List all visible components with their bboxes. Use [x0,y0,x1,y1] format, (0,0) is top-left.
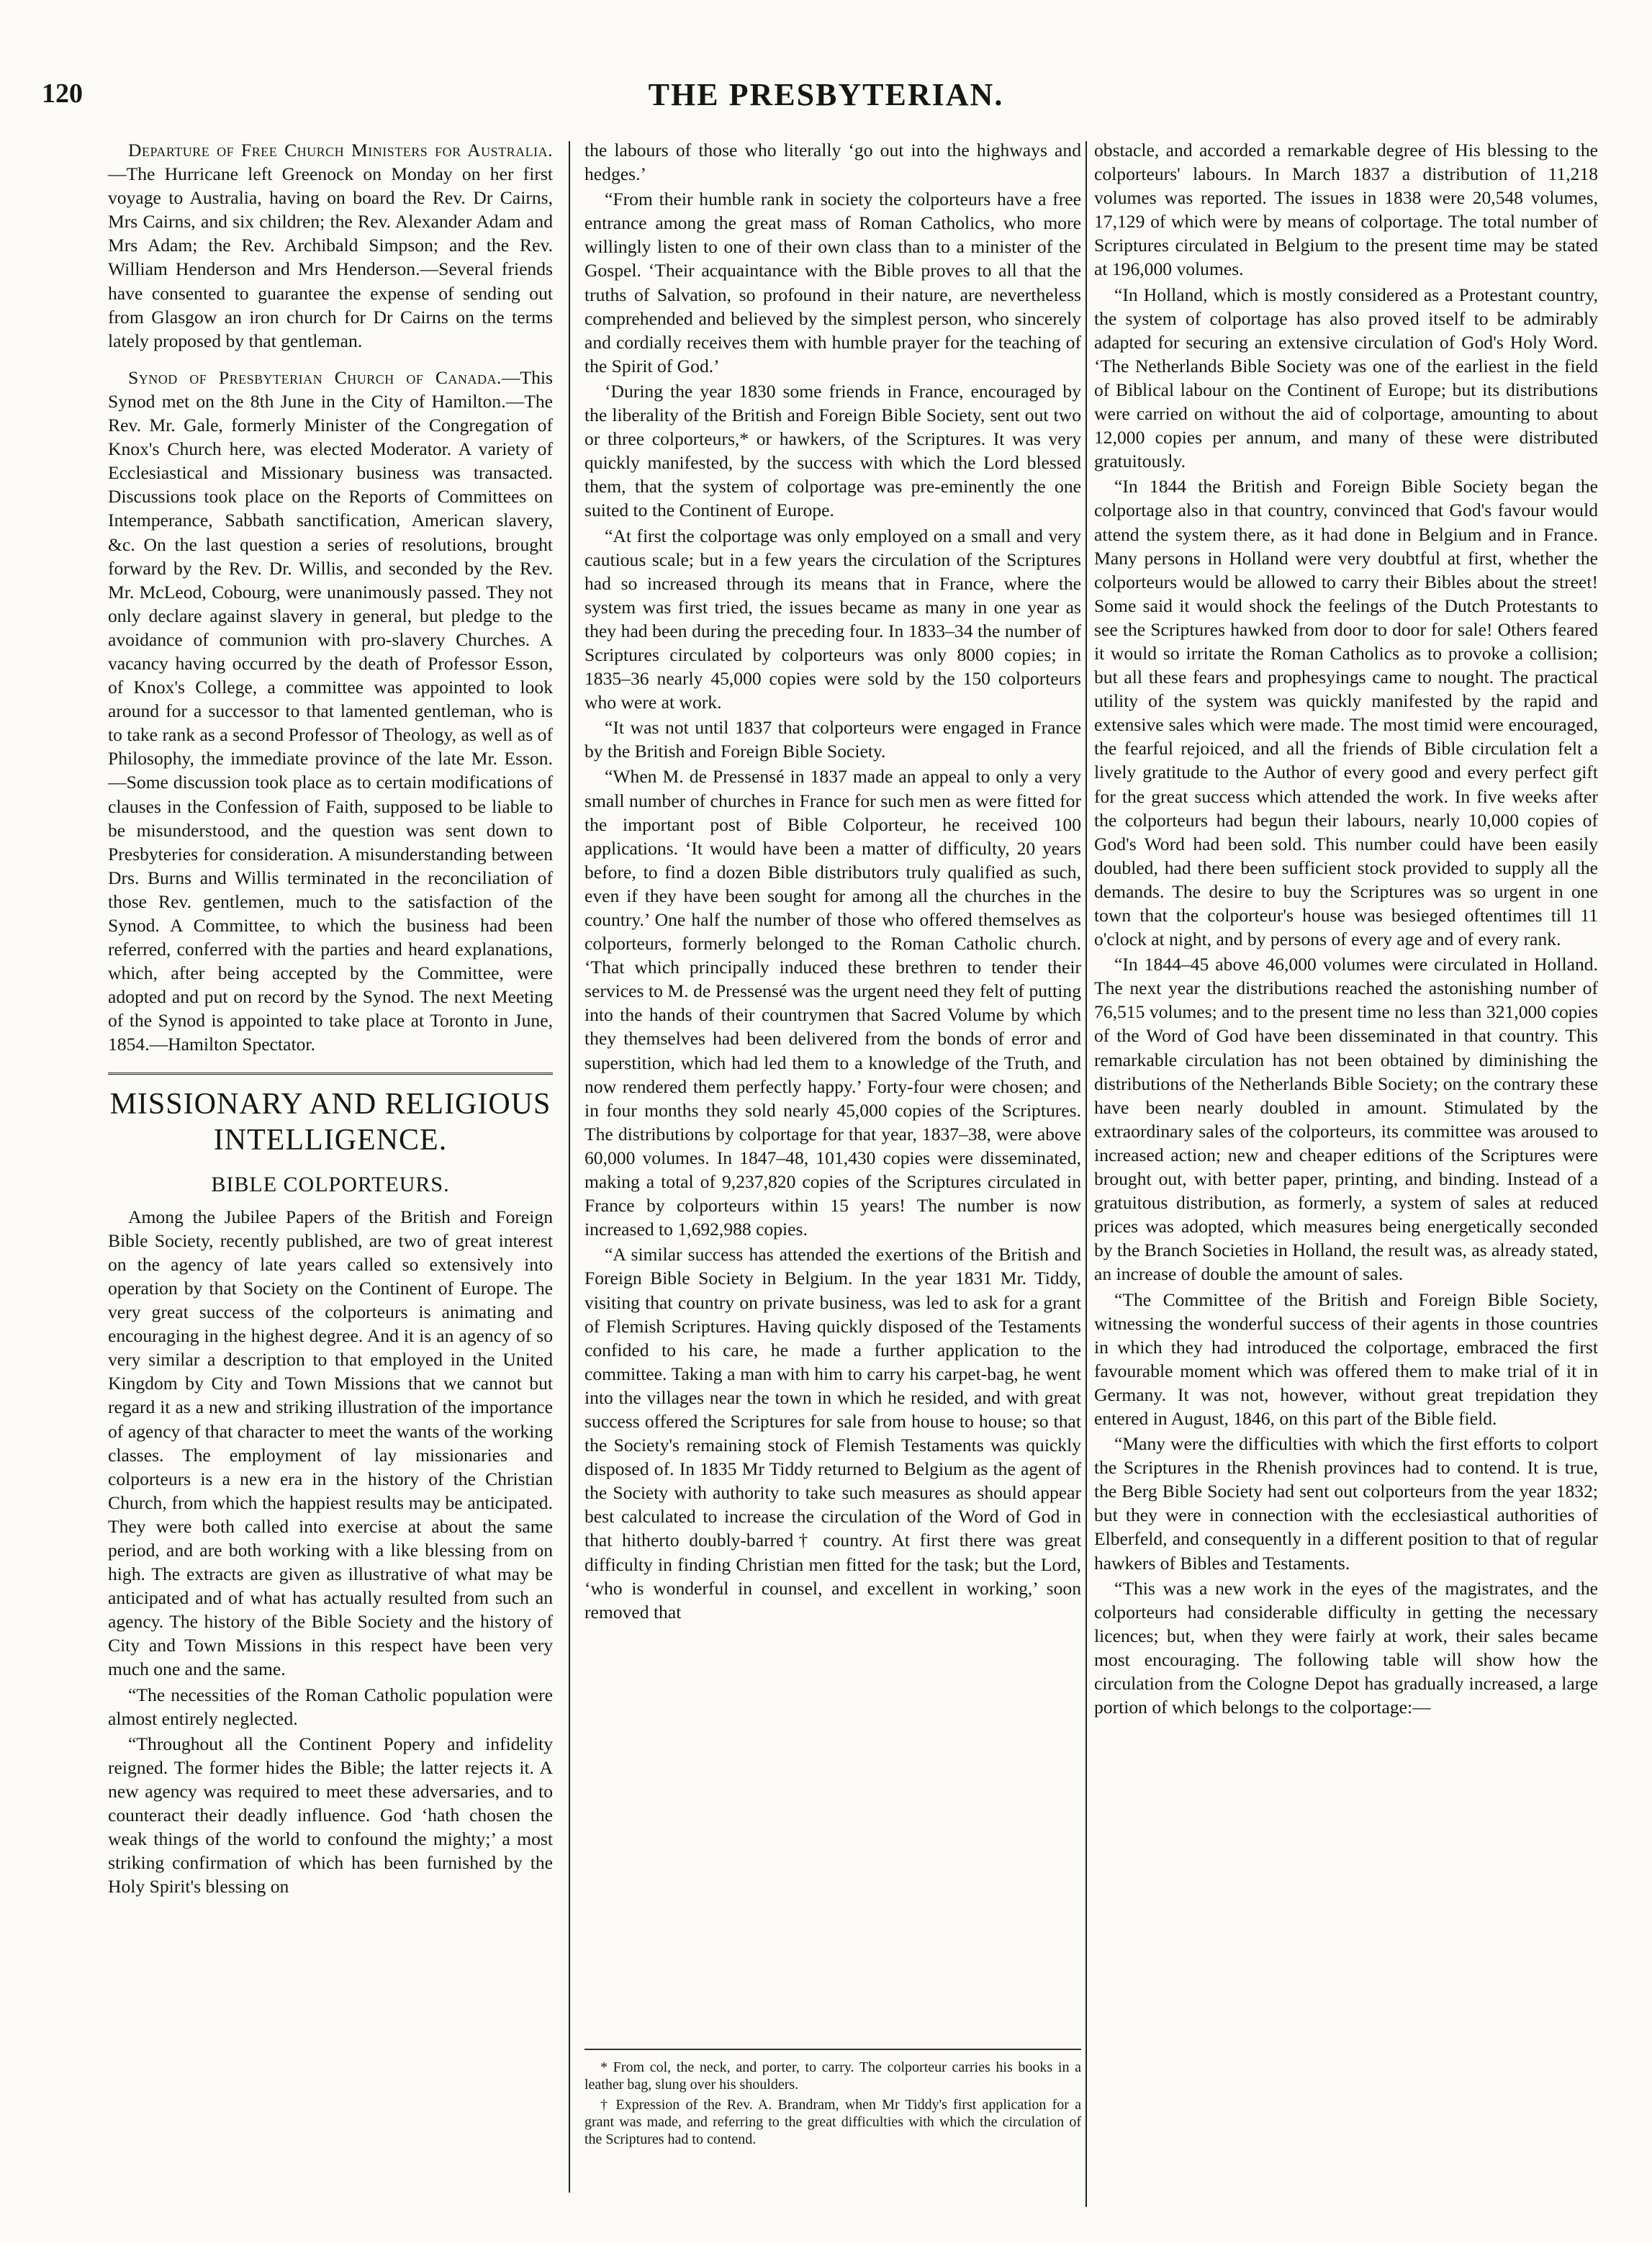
article-paragraph: “The Committee of the British and Foreign Bible Society, witnessing the wonderful success of their agents in those countries in which they had introduced the colportage, embraced the first favourable moment which was offered them to make trial of it in Germany. It was not, however, without great trepidation they entered in August, 1846, on this part of the Bible field. [1094,1289,1598,1429]
section-heading: MISSIONARY AND RELIGIOUS INTELLIGENCE. [109,1087,551,1157]
notice-free-church-australia [108,138,553,353]
article-paragraph: the labours of those who literally ‘go out into the highways and hedges.’ [584,140,1081,185]
article-paragraph: “Throughout all the Continent Popery and infidelity reigned. The former hides the Bible; the latter rejects it. A new agency was required to meet these adversaries, and to counteract their deadly influence. God ‘hath chosen the weak things of the world to confound the mighty;’ a most striking confirmation of which has been furnished by the Holy Spirit's blessing on [108,1733,553,1897]
running-title: THE PRESBYTERIAN. [648,77,1004,112]
page-number: 120 [42,78,83,109]
footnote: † Expression of the Rev. A. Brandram, when Mr Tiddy's first application for a grant was made, and referring to the great difficulties with which the circulation of the Scriptures had to contend. [584,2097,1081,2147]
article-paragraph: Among the Jubilee Papers of the British and Foreign Bible Society, recently published, are two of great interest on the agency of late years called so extensively into operation by that Society on the Continent of Europe. The very great success of the colporteurs is animating and encouraging in the highest degree. And it is an agency of so very similar a description to that employed in the United Kingdom by City and Town Missions that we cannot but regard it as a new and striking illustration of the importance of agency of that character to meet the wants of the working classes. The employment of lay missionaries and colporteurs is a new era in the history of the Christian Church, from which the happiest results may be anticipated. They were both called into exercise at about the same period, and are both working with a like blessing from on high. The extracts are given as illustrative of what may be anticipated and of what has actually resulted from such an agency. The history of the Bible Society and the history of City and Town Missions in this respect have been very much one and the same. [108,1206,553,1680]
article-paragraph: “A similar success has attended the exertions of the British and Foreign Bible Society in Belgium. In the year 1831 Mr. Tiddy, visiting that country on private business, was led to ask for a grant of Flemish Scriptures. Having quickly disposed of the Testaments confided to his care, he made a further application to the committee. Taking a man with him to carry his carpet-bag, he went into the villages near the town in which he resided, and with great success offered the Scriptures for sale from house to house; so that the Society's remaining stock of Flemish Testaments was quickly disposed of. In 1835 Mr Tiddy returned to Belgium as the agent of the Society with authority to take such measures as should appear best calculated to increase the circulation of the Word of God in that hitherto doubly-barred† country. At first there was great difficulty in finding Christian men fitted for the task; but the Lord, ‘who is wonderful in counsel, and excellent in working,’ soon removed that [584,1244,1081,1623]
article-paragraph: ‘During the year 1830 some friends in France, encouraged by the liberality of the British and Foreign Bible Society, sent out two or three colporteurs,* or hawkers, of the Scriptures. It was very quickly manifested, by the success with which the Lord blessed them, that the system of colportage was pre-eminently the one suited to the Continent of Europe. [584,380,1081,521]
notice-synod-canada [108,366,553,1057]
column-one [108,138,553,1900]
article-paragraph: “It was not until 1837 that colporteurs were engaged in France by the British and Foreign Bible Society. [584,717,1081,762]
article-paragraph: “From their humble rank in society the colporteurs have a free entrance among the great mass of Roman Catholics, who more willingly listen to one of their own class than to a minister of the Gospel. ‘Their acquaintance with the Bible proves to all that the truths of Salvation, so profound in their nature, are nevertheless comprehended and believed by the simplest person, who sincerely and cordially receives them with humble prayer for the teaching of the Spirit of God.’ [584,189,1081,376]
column-three [1094,138,1598,1720]
notice-body: —The Hurricane left Greenock on Monday on her first voyage to Australia, having on board the Rev. Dr Cairns, Mrs Cairns, and six children; the Rev. Alexander Adam and Mrs Adam; the Rev. Archibald Simpson; and the Rev. William Henderson and Mrs Henderson.—Several friends have consented to guarantee the expense of sending out from Glasgow an iron church for Dr Cairns on the terms lately proposed by that gentleman. [108,163,553,351]
article-paragraph: “This was a new work in the eyes of the magistrates, and the colporteurs had considerable difficulty in getting the necessary licences; but, when they were fairly at work, their sales became most encouraging. The following table will show how the circulation from the Cologne Depot has gradually increased, a large portion of which belongs to the colportage:— [1094,1577,1598,1718]
column-two [584,138,1081,1625]
article-paragraph: “At first the colportage was only employed on a small and very cautious scale; but in a few years the circulation of the Scriptures had so increased through its means that in France, where the system was first tried, the issues became as many in one year as they had been during the preceding four. In 1833–34 the number of Scriptures circulated by colporteurs was only 8000 copies; in 1835–36 nearly 45,000 copies were sold by the 150 colporteurs who were at work. [584,525,1081,713]
column-divider-right [1085,141,1087,2207]
article-paragraph: “Many were the difficulties with which the first efforts to colport the Scriptures in the Rhenish provinces had to contend. It is true, the Berg Bible Society had sent out colporteurs from the year 1832; but they were in connection with the ecclesiastical authorities of Elberfeld, and consequently in a different position to that of regular hawkers of Bibles and Testaments. [1094,1433,1598,1574]
article-paragraph: “When M. de Pressensé in 1837 made an appeal to only a very small number of churches in France for such men as were fitted for the important post of Bible Colporteur, he received 100 applications. ‘It would have been a matter of difficulty, 20 years before, to find a dozen Bible distributors truly qualified as such, even if they have been sought for among all the churches in the country.’ One half the number of those who offered themselves as colporteurs, formerly belonged to the Roman Catholic church. ‘That which principally induced these brethren to tender their services to M. de Pressensé was the urgent need they felt of putting into the hands of their countrymen that Sacred Volume by which they themselves had been delivered from the bonds of error and superstition, which had led them to a knowledge of the Truth, and now rendered them perfectly happy.’ Forty-four were chosen; and in four months they sold nearly 45,000 copies of the Scriptures. The distributions by colportage for that year, 1837–38, were above 60,000 volumes. In 1847–48, 101,430 copies were disseminated, making a total of 9,237,820 copies of the Scriptures circulated in France by colporteurs within 15 years! The number is now increased to 1,692,988 copies. [584,766,1081,1240]
notice-title: Synod of Presbyterian Church of Canada. [128,366,502,388]
article-paragraph: obstacle, and accorded a remarkable degree of His blessing to the colporteurs' labours. In March 1837 a distribution of 11,218 volumes was reported. The issues in 1838 were 20,548 volumes, 17,129 of which were by means of colportage. The total number of Scriptures circulated in Belgium to the present time may be stated at 196,000 volumes. [1094,140,1598,280]
notice-body: —This Synod met on the 8th June in the City of Hamilton.—The Rev. Mr. Gale, formerly Minister of the Congregation of Knox's Church here, was elected Moderator. A variety of Ecclesiastical and Missionary business was transacted. Discussions took place on the Reports of Committees on Intemperance, Sabbath sanctification, American slavery, &c. On the last question a series of resolutions, brought forward by the Rev. Dr. Willis, and seconded by the Rev. Mr. McLeod, Cobourg, were unanimously passed. They not only declare against slavery in general, but pledge to the avoidance of communion with pro-slavery Churches. A vacancy having occurred by the death of Professor Esson, of Knox's College, a committee was appointed to look around for a successor to that lamented gentleman, who is to take rank as a second Professor of Theology, as well as of Philosophy, the immediate province of the late Mr. Esson.—Some discussion took place as to certain modifications of clauses in the Confession of Faith, supposed to be liable to be misunderstood, and the question was sent down to Presbyteries for consideration. A misunderstanding between Drs. Burns and Willis terminated in the reconciliation of those Rev. gentlemen, much to the satisfaction of the Synod. A Committee, to which the business had been referred, conferred with the parties and heard explanations, which, after being accepted by the Committee, were adopted and put on record by the Synod. The next Meeting of the Synod is appointed to take place at Toronto in June, 1854.—Hamilton Spectator. [108,366,553,1055]
article-paragraph: “In Holland, which is mostly considered as a Protestant country, the system of colportage has also proved itself to be admirably adapted for securing an extensive circulation of God's Holy Word. ‘The Netherlands Bible Society was one of the earliest in the field of Biblical labour on the Continent of Europe; but its distributions were carried on without the aid of colportage, amounting to about 12,000 copies per annum, and many of these were distributed gratuitously. [1094,284,1598,472]
article-paragraph: “The necessities of the Roman Catholic population were almost entirely neglected. [108,1684,553,1729]
footnotes [584,2049,1081,2151]
column-divider-left [569,141,570,2193]
article-paragraph: “In 1844 the British and Foreign Bible Society began the colportage also in that country, convinced that God's favour would attend the system there, as it had done in Belgium and in France. Many persons in Holland were very doubtful at first, whether the colporteurs would be allowed to carry their Bibles about the street! Some said it would shock the feelings of the Dutch Protestants to see the Scriptures hawked from door to door for sale! Others feared it would so irritate the Roman Catholics as to provoke a collision; but all these fears and prophesyings came to nought. The practical utility of the system was quickly manifested by the rapid and extensive sales which were made. The most timid were encouraged, the fearful rejoiced, and all the friends of Bible circulation felt a lively gratitude to the Author of every good and every perfect gift for the great success which attended the work. In five weeks after the colporteurs had begun their labours, nearly 10,000 copies of God's Word had been sold. This number could have been easily doubled, had there been sufficient stock provided to supply all the demands. The desire to buy the Scriptures was so urgent in one town that the colporteur's house was besieged oftentimes till 11 o'clock at night, and by persons of every age and of every rank. [1094,476,1598,950]
article-paragraph: “In 1844–45 above 46,000 volumes were circulated in Holland. The next year the distributions reached the astonishing number of 76,515 volumes; and to the present time no less than 321,000 copies of the Word of God have been disseminated in that country. This remarkable circulation has not been obtained by diminishing the distributions of the Netherlands Bible Society; on the contrary these have been nearly doubled in amount. Stimulated by the extraordinary sales of the colporteurs, its committee was aroused to increased action; new and cheaper editions of the Scriptures were brought out, with better paper, printing, and binding. Instead of a gratuitous distribution, as formerly, a system of sales at reduced prices was adopted, which measures being energetically seconded by the Branch Societies in Holland, the result was, as already stated, an increase of double the amount of sales. [1094,954,1598,1285]
section-heading-block [108,1073,553,1196]
footnote: * From col, the neck, and porter, to carry. The colporteur carries his books in a leather bag, slung over his shoulders. [584,2059,1081,2093]
notice-title: Departure of Free Church Ministers for Australia. [128,140,553,161]
article-heading: BIBLE COLPORTEURS. [211,1172,450,1196]
